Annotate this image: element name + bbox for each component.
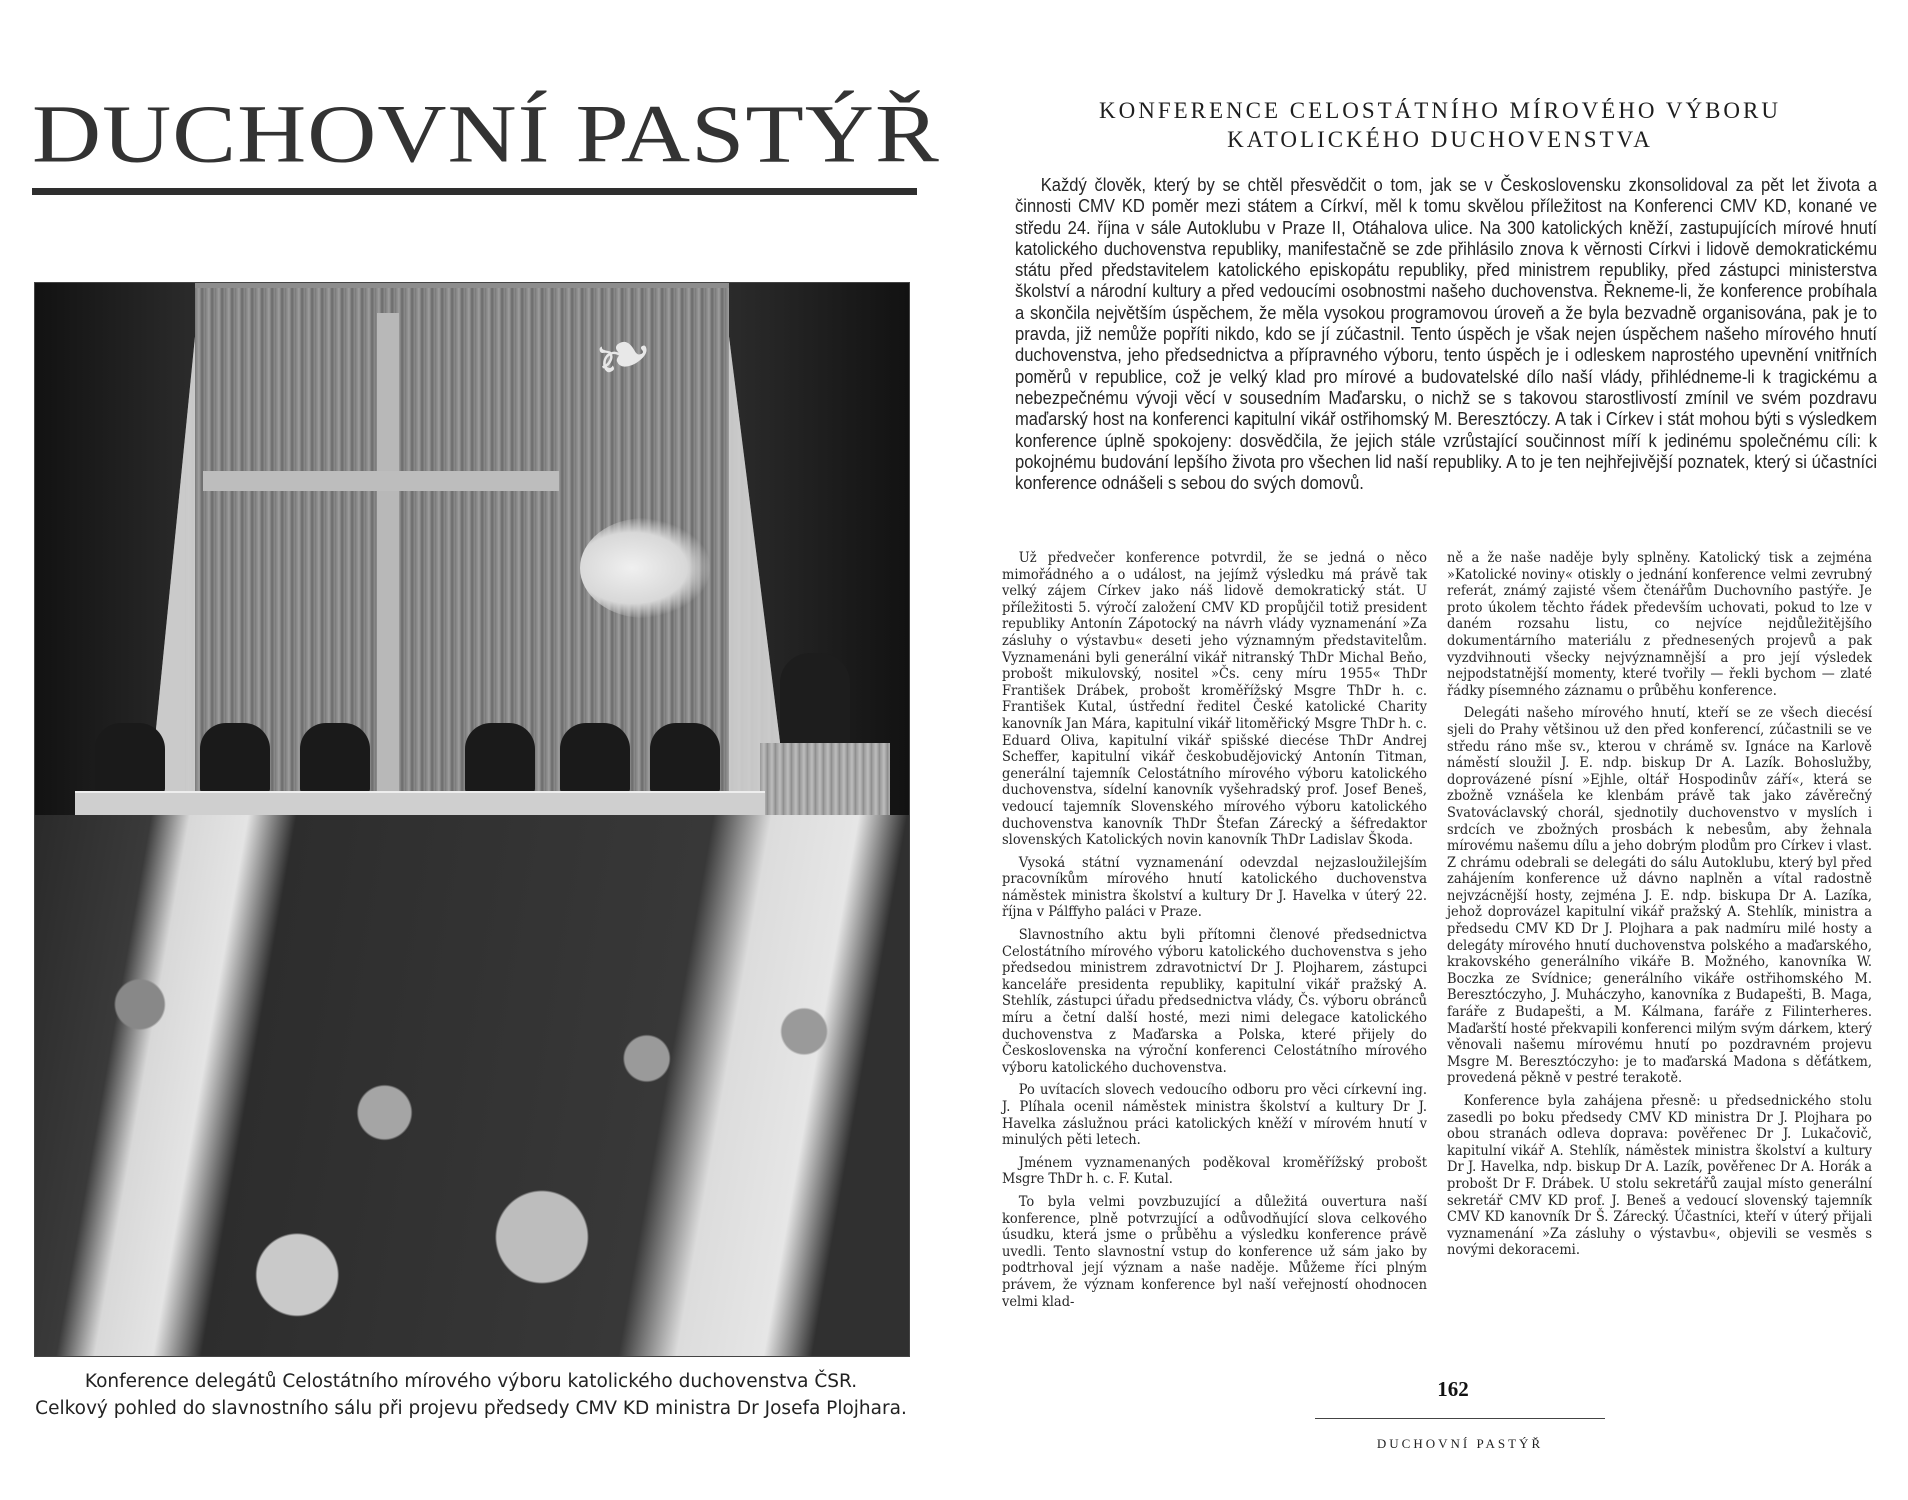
lead-paragraph: Každý člověk, který by se chtěl přesvědčit o tom, jak se v Československu zkonsolidoval za pět let života a činnosti CMV KD poměr mezi státem a Církví, měl k tomu skvělou příležitost na Konferenci CMV KD, konané ve středu 24. října v sále Autoklubu v Praze II, Otáhalova ulice. Na 300 katolických kněží, zastupujících mírové hnutí katolického duchovenstva republiky, manifestačně se zde přihlásilo znova k věrnosti Církvi i lidově demokratickému státu před představitelem katolického episkopátu republiky, před ministrem republiky, před zástupci ministerstva školství a národní kultury a před vedoucími osobnostmi našeho duchovenstva. Řekneme-li, že konference probíhala a skončila největším úspěchem, že měla vysokou programovou úroveň a že byla bezvadně organisována, pak je to pravda, již nemůže popříti nikdo, kdo se jí zúčastnil. Tento úspěch je však nejen úspěchem našeho mírového hnutí duchovenstva, jeho předsednictva a přípravného výboru, tento úspěch je i odleskem naprostého upevnění vnitřních poměrů v republice, což je velký klad pro mírové a budovatelské dílo naší vlády, přihlédneme-li k tragickému a nebezpečnému vývoji věcí v sousedním Maďarsku, o nichž se s takovou starostlivostí zmínil ve svém pozdravu maďarský host na konferenci kapitulní vikář ostřihomský M. Beresztóczy. A tak i Církev i stát mohou býti s výsledkem konference úplně spokojeny: dosvědčila, že jejich stále vzrůstající součinnost míří k jedinému společnému cíli: k pokojnému budování lepšího života pro všechen lid naší republiky. A to je ten nejhřejivější poznatek, který si účastníci konference odnášeli s sebou do svých domovů. [1015, 175, 1878, 494]
caption-line: Celkový pohled do slavnostního sálu při projevu předsedy CMV KD ministra Dr Josefa Plojhara. [35, 1398, 907, 1419]
paragraph: To byla velmi povzbuzující a důležitá ouvertura naší konference, plně potvrzující a odůvodňující slova celkového úsudku, která jsme o průběhu a výsledku konference právě uvedli. Tento slavnostní vstup do konference už sám jako by podtrhoval její význam a naše naděje. Můžeme říci plným právem, že význam konference byl naší veřejností ohodnocen velmi klad- [1002, 1193, 1428, 1310]
presidium-table [75, 791, 765, 817]
paragraph: Po uvítacích slovech vedoucího odboru pro věci církevní ing. J. Plíhala ocenil náměstek ministra školství a kultury Dr J. Havelka záslužnou práci katolických kněží v mírovém hnutí v minulých pěti letech. [1002, 1082, 1428, 1149]
conference-photo [34, 282, 910, 1357]
audience-tables [35, 815, 909, 1356]
paragraph: Vysoká státní vyznamenání odevzdal nejzasloužilejším pracovníkům mírového hnutí katolického duchovenstva náměstek ministra školství a kultury Dr J. Havelka v úterý 22. října v Pálffyho paláci v Praze. [1002, 854, 1428, 921]
caption-line: Konference delegátů Celostátního mírového výboru katolického duchovenstva ČSR. [84, 1371, 858, 1392]
dove-icon [580, 518, 710, 618]
paragraph: Jménem vyznamenaných poděkoval kroměřížský probošt Msgre ThDr h. c. F. Kutal. [1002, 1154, 1428, 1188]
paragraph: Delegáti našeho mírového hnutí, kteří se ze všech diecésí sjeli do Prahy většinou už den před konferencí, zúčastnili se ve středu ráno mše sv., kterou v chrámě sv. Ignáce na Karlově náměstí sloužil J. E. ndp. biskup Dr A. Lazík. Bohoslužby, doprovázené písní »Ejhle, oltář Hospodinův září«, která se zbožně vznášela ke klenbám právě tak jako závěrečný Svatováclavský chorál, sjednotily duchovenstvo v myslích i srdcích ve zbožných prosbách k nebesům, aby žehnala mírovému našemu dílu a jeho dobrým plodům pro Církev i vlast. Z chrámu odebrali se delegáti do sálu Autoklubu, který byl před zahájením konference už dávno naplněn a vítal radostně nejvzácnější hosty, zejména J. E. ndp. biskupa Dr A. Lazíka, jehož doprovázel kapitulní vikář pražský A. Stehlík, ministra a předsedu CMV KD Dr J. Plojhara a pak nadmíru milé hosty a delegáty mírového hnutí duchovenstva polského a maďarského, krakovského generálního vikáře B. Možného, kanovníka W. Boczka ze Svídnice; generálního vikáře ostřihomského M. Beresztóczyho, J. Muháczyho, kanovníka z Budapešti, B. Maga, faráře z Budapešti, a M. Kálmana, faráře z Filinterheres. Maďarští hosté překvapili konferenci milým svým dárkem, který věnovali našemu mírovému hnutí po pozdravném projevu Msgre M. Beresztóczyho: je to maďarská Madona s děťátkem, provedená pěkně v pestré terakotě. [1447, 705, 1873, 1087]
photo-caption [34, 1368, 908, 1422]
lead-paragraph-block [1015, 175, 1877, 494]
running-footer: DUCHOVNÍ PASTÝŘ [1376, 1436, 1544, 1451]
page-number: 162 [1437, 1377, 1469, 1401]
paragraph: Už předvečer konference potvrdil, že se jedná o něco mimořádného a o událost, na jejímž výsledku má právě tak velký zájem Církev jako náš lidově demokratický stát. U příležitosti 5. výročí založení CMV KD propůjčil totiž president republiky Antonín Zápotocký na návrh vlády vyznamenání »Za zásluhy o výstavbu« deseti jeho významným představitelům. Vyznamenáni byli generální vikář nitranský ThDr Michal Beňo, probošt mikulovský, nositel »Čs. ceny míru 1955« ThDr František Drábek, probošt kroměřížský Msgre ThDr h. c. František Kutal, ústřední ředitel České katolické Charity kanovník Jan Mára, kapitulní vikář litoměřický Msgre ThDr h. c. Eduard Oliva, kapitulní vikář spišské diecése ThDr Andrej Scheffer, kapitulní vikář českobudějovický Antonín Titman, generální tajemník Celostátního mírového výboru katolického duchovenstva, sídelní kanovník vyšehradský prof. Josef Beneš, vedoucí tajemník Slovenského mírového výboru katolického duchovenstva kanovník ThDr Štefan Zárecký a šéfredaktor slovenských Katolických novin kanovník ThDr Ladislav Škoda. [1002, 550, 1428, 849]
paragraph: Slavnostního aktu byli přítomni členové předsednictva Celostátního mírového výboru katolického duchovenstva s jeho předsedou ministrem zdravotnictví Dr J. Plojharem, zástupci kanceláře presidenta republiky, kapitulní vikář pražský A. Stehlík, zástupci úřadu předsednictva vlády, Čs. výboru obránců míru a četní další hosté, mezi nimi delegace katolického duchovenstva z Maďarska a Polska, které přijely do Československa na výroční konferenci Celostátního mírového výboru katolického duchovenstva. [1002, 927, 1428, 1076]
olive-branch-icon: ❧ [583, 310, 665, 403]
presidium-member [300, 723, 370, 793]
speaker-figure [780, 653, 850, 753]
presidium-member [650, 723, 720, 793]
masthead-title: DUCHOVNÍ PASTÝŘ [32, 87, 940, 180]
presidium-member [465, 723, 535, 793]
presidium-member [560, 723, 630, 793]
footer-rule [1315, 1418, 1605, 1419]
paragraph: ně a že naše naděje byly splněny. Katolický tisk a zejména »Katolické noviny« otiskly o jednání konference velmi zevrubný referát, známý zajisté všem čtenářům Duchovního pastýře. Je proto úkolem těchto řádek především uchovati, pokud to lze v daném rozsahu listu, co nejvíce nejdůležitějšího dokumentárního materiálu z přednesených projevů a pak vyzdvihnouti všecky nejvýznamnější a pro její výsledek nejpodstatnější momenty, které tvořily — řekli bychom — zlaté řádky písemného záznamu o průběhu konference. [1447, 550, 1873, 699]
cross-icon [377, 313, 399, 873]
article-title-line: KONFERENCE CELOSTÁTNÍHO MÍROVÉHO VÝBORU [1099, 98, 1781, 123]
column-right [1447, 550, 1872, 1265]
masthead-rule [32, 188, 917, 195]
article-title-line: KATOLICKÉHO DUCHOVENSTVA [1227, 127, 1653, 152]
article-title [1000, 96, 1880, 154]
paragraph: Konference byla zahájena přesně: u předsednického stolu zasedli po boku předsedy CMV KD ministra Dr J. Plojhara po obou stranách odleva doprava: pověřenec Dr J. Lukačovič, kapitulní vikář A. Stehlík, náměstek ministra školství a kultury Dr J. Havelka, ndp. biskup Dr A. Lazík, pověřenec Dr A. Horák a probošt Dr F. Drábek. U stolu sekretářů zaujal místo generální sekretář CMV KD prof. J. Beneš a vedoucí slovenský tajemník CMV KD kanovník Dr Š. Zárecký. Účastníci, kteří v úterý přijali vyznamenání »Za zásluhy o výstavbu«, objevili se vesměs s novými dekoracemi. [1447, 1093, 1873, 1259]
cross-bar [203, 471, 559, 491]
column-left [1002, 550, 1427, 1316]
presidium-member [200, 723, 270, 793]
presidium-member [95, 723, 165, 793]
